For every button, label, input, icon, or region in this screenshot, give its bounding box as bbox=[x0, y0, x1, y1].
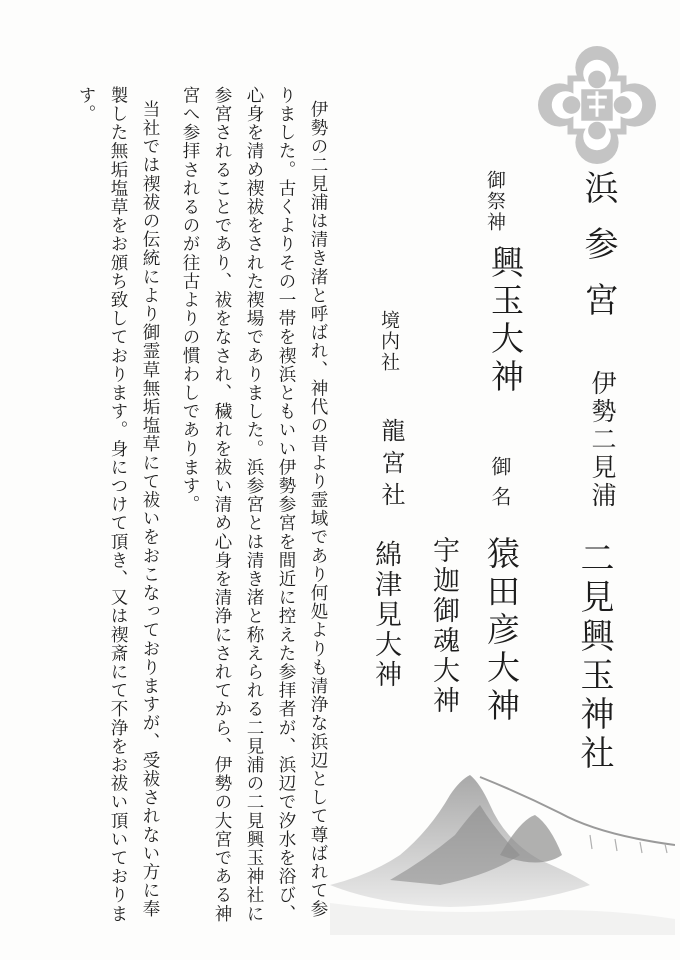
alias-name-1: 猿田彦大神 bbox=[482, 536, 521, 726]
alias-label: 御名 bbox=[488, 456, 512, 516]
precinct-deity-name: 綿津見大神 bbox=[370, 540, 401, 690]
body-paragraph-1-text: 伊勢の二見浦は清き渚と呼ばれ、神代の昔より霊域であり何処よりも清浄な浜辺として尊ばれて参りました。古くよりその一帯を禊浜ともいい伊勢参宮を間近に控えた参拝者が、浜辺で汐水を浴び、心身を清め禊祓をされた禊場でありました。浜参宮とは清き渚と称えられる二見浦の二見興玉神社に参宮されることであり、祓をなされ、穢れを祓い清め心身を清浄にされてから、伊勢の大宮である神宮へ参拝されるのが往古よりの慣わしであります。 bbox=[180, 86, 328, 923]
enshrined-deity-name: 興玉大神 bbox=[486, 245, 525, 397]
precinct-shrine-name: 龍宮社 bbox=[377, 418, 405, 514]
mon-crest-icon bbox=[538, 46, 656, 164]
meoto-iwa-illustration bbox=[330, 735, 675, 935]
location-label: 伊勢二見浦 bbox=[588, 370, 617, 510]
body-paragraph-2-text: 当社では禊祓の伝統により御霊草無垢塩草にて祓いをおこなっておりますが、受祓されない方に奉製した無垢塩草をお頒ち致しております。身につけて頂き、又は禊斎にて不浄をお祓い頂いております。 bbox=[76, 86, 160, 923]
body-paragraph-2 bbox=[36, 86, 166, 926]
shrine-name: 二見興玉神社 bbox=[574, 540, 614, 774]
alias-name-2: 宇迦御魂大神 bbox=[428, 536, 459, 716]
enshrined-deity-label: 御祭神 bbox=[484, 170, 506, 233]
page-title: 浜参宮 bbox=[578, 170, 618, 338]
precinct-shrine-label: 境内社 bbox=[378, 310, 400, 373]
